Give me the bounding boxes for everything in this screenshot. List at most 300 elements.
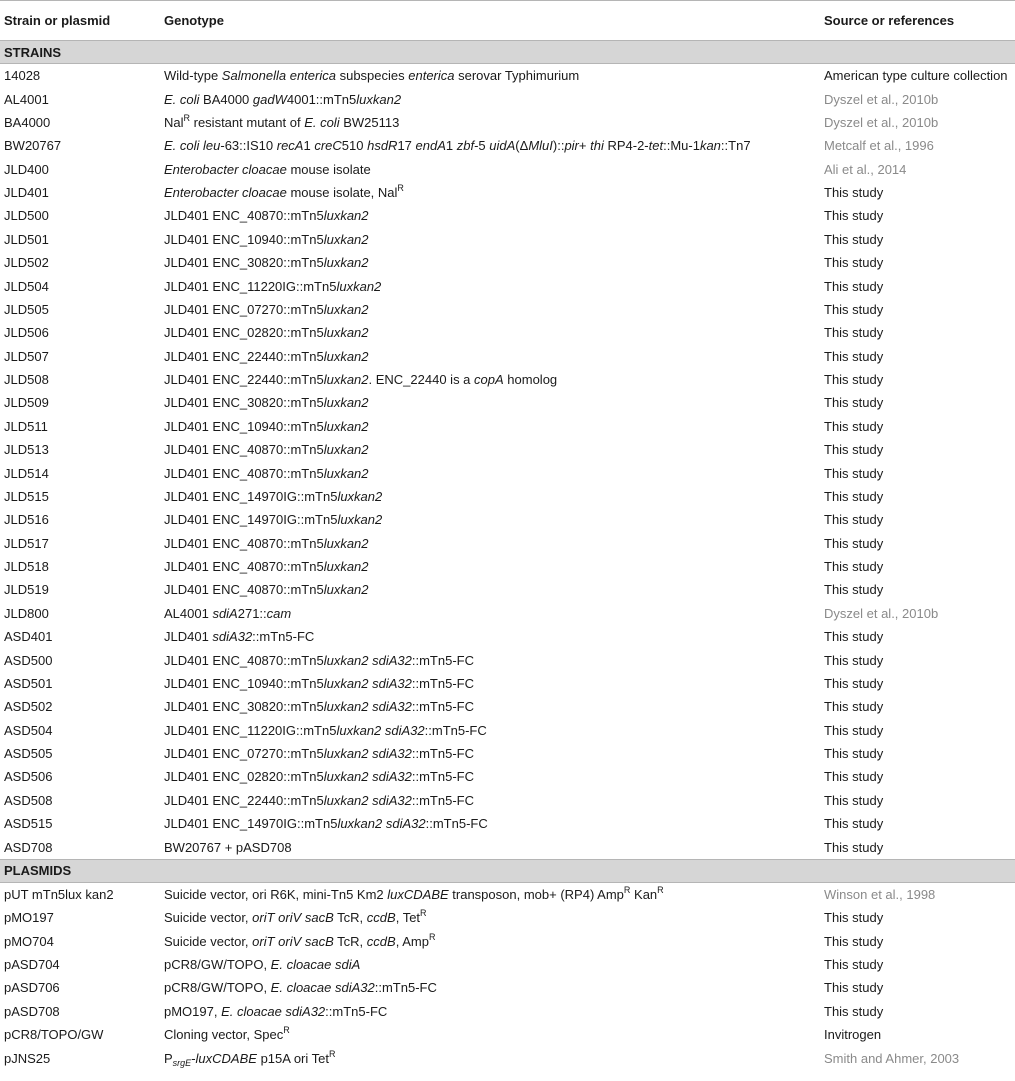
source-reference: This study [824,933,884,949]
source-reference: American type culture collection [824,68,1008,84]
table-row [0,812,1015,835]
genotype [160,461,820,484]
genotype-segment: JLD401 ENC_14970IG::mTn5 [164,816,338,832]
genotype [160,882,820,906]
header-source: Source or references [820,1,1015,41]
source-reference: This study [824,255,884,271]
genotype [160,368,820,391]
genotype-segment: ::mTn5-FC [411,652,474,668]
genotype-segment: JLD401 [164,629,213,645]
source-reference: This study [824,699,884,715]
source-reference: This study [824,231,884,247]
source-reference: This study [824,301,884,317]
genotype-segment: JLD401 ENC_40870::mTn5 [164,535,324,551]
table-row [0,1000,1015,1023]
source-reference: This study [824,465,884,481]
table-row [0,368,1015,391]
genotype-segment: JLD401 ENC_22440::mTn5 [164,372,324,388]
genotype-segment: ::mTn5-FC [411,675,474,691]
genotype-segment: ::mTn5-FC [252,629,315,645]
strain-name: pMO197 [4,910,54,926]
strain-name: ASD515 [4,816,53,832]
table-row [0,134,1015,157]
table-row [0,1023,1015,1046]
genotype-segment: JLD401 ENC_22440::mTn5 [164,348,324,364]
genotype-segment: R [428,931,436,942]
genotype-segment: enterica [408,68,455,84]
genotype-segment: ::mTn5-FC [411,699,474,715]
genotype-segment: JLD401 ENC_11220IG::mTn5 [164,278,337,294]
genotype-segment: . ENC_22440 is a [368,372,475,388]
genotype-segment: -63::IS10 [220,138,277,154]
genotype-segment: -5 [474,138,490,154]
genotype-segment: pCR8/GW/TOPO, [164,980,271,996]
table-row [0,930,1015,953]
genotype-segment: luxkan2 [323,535,369,551]
genotype-segment: JLD401 ENC_40870::mTn5 [164,652,324,668]
section-title: STRAINS [0,41,1015,64]
genotype-segment: Kan [630,886,658,902]
source-reference: This study [824,488,884,504]
genotype-segment: R [420,908,427,919]
table-row [0,228,1015,251]
strain-name: BW20767 [4,138,62,154]
genotype-segment: Suicide vector, [164,933,253,949]
source-reference: This study [824,675,884,691]
genotype-segment: E. cloacae sdiA [270,957,361,973]
genotype-segment: mouse isolate, Nal [286,185,398,201]
genotype-segment: ccdB [366,910,396,926]
section-title: PLASMIDS [0,859,1015,882]
genotype [160,765,820,788]
genotype-segment: tet [648,138,664,154]
table-row [0,438,1015,461]
table-row [0,391,1015,414]
genotype-segment: p15A ori Tet [256,1050,329,1066]
table-row [0,298,1015,321]
genotype-segment: luxkan2 [323,395,369,411]
table-row [0,695,1015,718]
genotype [160,64,820,88]
table-row [0,672,1015,695]
genotype-segment: Nal [164,114,184,130]
genotype-segment: R [283,1025,290,1036]
source-reference: This study [824,372,884,388]
table-row [0,1046,1015,1069]
header-row [0,1,1015,41]
genotype [160,719,820,742]
genotype [160,1000,820,1023]
genotype [160,695,820,718]
genotype-segment: homolog [503,372,558,388]
strain-name: pJNS25 [4,1050,51,1066]
genotype-segment: JLD401 ENC_11220IG::mTn5 [164,722,337,738]
genotype-segment: BA4000 [199,91,253,107]
strain-name: ASD505 [4,746,53,762]
header-genotype: Genotype [160,1,820,41]
genotype-segment: , Tet [395,910,421,926]
table-row [0,602,1015,625]
strain-name: JLD513 [4,442,49,458]
table-row [0,648,1015,671]
genotype-segment: JLD401 ENC_10940::mTn5 [164,231,324,247]
strain-name: ASD401 [4,629,53,645]
genotype-segment: oriT oriV sacB [252,910,334,926]
genotype-segment: JLD401 ENC_14970IG::mTn5 [164,512,338,528]
source-reference[interactable]: Dyszel et al., 2010b [824,605,939,621]
genotype-segment: pir [564,138,579,154]
genotype-segment: + [578,138,591,154]
genotype-segment: E. coli leu [164,138,221,154]
table-row [0,578,1015,601]
genotype-segment: E. coli [164,91,200,107]
genotype-segment: JLD401 ENC_07270::mTn5 [164,746,324,762]
source-reference: This study [824,278,884,294]
genotype-segment: zbf [456,138,475,154]
strain-name: JLD504 [4,278,49,294]
table-row [0,64,1015,88]
genotype [160,835,820,859]
table-row [0,882,1015,906]
strain-name: JLD501 [4,231,49,247]
table-row [0,251,1015,274]
genotype-segment: 271:: [237,605,267,621]
genotype-segment: RP4-2- [603,138,649,154]
genotype [160,321,820,344]
genotype [160,1046,820,1069]
strain-name: JLD514 [4,465,49,481]
genotype-segment: ::mTn5-FC [374,980,437,996]
strain-name: JLD500 [4,208,49,224]
genotype-segment: luxkan2 [323,255,369,271]
genotype-segment: luxkan2 sdiA32 [323,699,412,715]
strain-name: pMO704 [4,933,54,949]
genotype [160,274,820,297]
genotype-segment: JLD401 ENC_07270::mTn5 [164,301,324,317]
genotype-segment: BW20767 + pASD708 [164,839,292,855]
genotype-segment: ::mTn5-FC [411,769,474,785]
table-row [0,485,1015,508]
table-row [0,719,1015,742]
genotype [160,1023,820,1046]
table-row [0,976,1015,999]
genotype-segment: 4001::mTn5 [286,91,357,107]
strain-name: 14028 [4,68,41,84]
source-reference[interactable]: Dyszel et al., 2010b [824,91,939,107]
genotype [160,602,820,625]
strain-name: BA4000 [4,114,51,130]
section-header-row [0,41,1015,64]
genotype [160,812,820,835]
genotype [160,181,820,204]
strain-name: pUT mTn5lux kan2 [4,886,114,902]
table-row [0,789,1015,812]
genotype [160,508,820,531]
genotype-segment: JLD401 ENC_02820::mTn5 [164,325,324,341]
source-reference: This study [824,185,884,201]
table-row [0,765,1015,788]
genotype-segment: ::mTn5-FC [411,792,474,808]
table-row [0,415,1015,438]
strain-name: ASD708 [4,839,53,855]
genotype [160,87,820,110]
genotype-segment: E. cloacae sdiA32 [221,1003,326,1019]
table-row [0,953,1015,976]
genotype-segment: luxkan2 [323,559,369,575]
genotype [160,625,820,648]
genotype [160,555,820,578]
strain-name: pASD706 [4,980,60,996]
genotype-segment: JLD401 ENC_40870::mTn5 [164,582,324,598]
genotype-segment: 1 [445,138,457,154]
genotype-segment: pCR8/GW/TOPO, [164,957,271,973]
genotype-segment: Cloning vector, Spec [164,1027,284,1043]
genotype-segment: TcR, [333,933,367,949]
strain-name: ASD504 [4,722,53,738]
genotype-segment: luxkan2 [356,91,402,107]
genotype [160,906,820,929]
genotype-segment: luxkan2 [323,372,369,388]
strain-name: JLD508 [4,372,49,388]
genotype-segment: recA [276,138,304,154]
table-row [0,321,1015,344]
genotype-segment: luxkan2 [323,325,369,341]
genotype [160,251,820,274]
genotype-segment: kan [699,138,721,154]
genotype [160,111,820,134]
source-reference: This study [824,559,884,575]
genotype-segment: copA [474,372,504,388]
source-reference: This study [824,512,884,528]
genotype-segment: cam [266,605,292,621]
genotype [160,789,820,812]
source-reference: This study [824,957,884,973]
genotype [160,485,820,508]
genotype-segment: gadW [252,91,287,107]
strain-name: JLD401 [4,185,49,201]
genotype-segment: ):: [552,138,565,154]
genotype [160,532,820,555]
table-row [0,532,1015,555]
genotype-segment: serovar Typhimurium [454,68,580,84]
genotype-segment: Suicide vector, ori R6K, mini-Tn5 Km2 [164,886,388,902]
strain-name: ASD506 [4,769,53,785]
source-reference: This study [824,442,884,458]
genotype-segment: JLD401 ENC_10940::mTn5 [164,418,324,434]
genotype [160,158,820,181]
strain-name: ASD501 [4,675,53,691]
genotype [160,134,820,157]
genotype-segment: E. coli [304,114,340,130]
genotype-segment: pMO197, [164,1003,222,1019]
source-reference[interactable]: Smith and Ahmer, 2003 [824,1050,960,1066]
source-reference[interactable]: Dyszel et al., 2010b [824,114,939,130]
genotype-segment: luxkan2 sdiA32 [337,816,426,832]
strain-name: JLD517 [4,535,49,551]
genotype [160,953,820,976]
genotype [160,298,820,321]
strain-name: pASD704 [4,957,60,973]
genotype-segment: JLD401 ENC_14970IG::mTn5 [164,488,338,504]
source-reference: This study [824,395,884,411]
genotype-segment: luxkan2 sdiA32 [323,769,412,785]
strain-name: JLD511 [4,418,48,434]
strain-name: ASD500 [4,652,53,668]
table-row [0,111,1015,134]
genotype-segment: luxkan2 sdiA32 [336,722,425,738]
strain-name: JLD515 [4,488,49,504]
genotype-segment: endA [415,138,446,154]
source-reference: This study [824,722,884,738]
genotype-segment: luxkan2 [336,278,382,294]
table-row [0,625,1015,648]
genotype-segment: hsdR [367,138,398,154]
genotype-segment: 17 [397,138,416,154]
genotype-segment: sdiA [212,605,238,621]
genotype-segment: resistant mutant of [190,114,305,130]
table-row [0,345,1015,368]
genotype-segment: JLD401 ENC_40870::mTn5 [164,465,324,481]
strain-name: JLD506 [4,325,49,341]
strain-name: JLD502 [4,255,49,271]
table-row [0,87,1015,110]
genotype-segment: 510 [341,138,368,154]
strain-name: AL4001 [4,91,49,107]
section-header-row [0,859,1015,882]
genotype-segment: subspecies [335,68,409,84]
genotype-segment: luxkan2 [323,231,369,247]
genotype [160,204,820,227]
genotype-segment: luxkan2 [337,512,383,528]
genotype-segment: luxkan2 sdiA32 [323,652,412,668]
source-reference: This study [824,629,884,645]
genotype-segment: - [191,1050,196,1066]
genotype [160,742,820,765]
genotype-segment: ::mTn5-FC [325,1003,388,1019]
source-reference: This study [824,980,884,996]
table-body [0,41,1015,1070]
strain-name: JLD519 [4,582,49,598]
genotype-segment: luxkan2 [323,301,369,317]
genotype-segment: JLD401 ENC_30820::mTn5 [164,395,324,411]
table-row [0,508,1015,531]
genotype [160,438,820,461]
genotype-segment: Enterobacter cloacae [164,161,287,177]
genotype-segment: sdiA32 [212,629,253,645]
table-row [0,555,1015,578]
source-reference: This study [824,208,884,224]
genotype-segment: R [329,1048,336,1059]
source-reference: This study [824,582,884,598]
genotype-segment: JLD401 ENC_30820::mTn5 [164,699,324,715]
genotype-segment: transposon, mob+ (RP4) Amp [448,886,624,902]
genotype-segment: oriT oriV sacB [252,933,334,949]
genotype [160,228,820,251]
genotype-segment: , Amp [395,933,429,949]
source-reference[interactable]: Ali et al., 2014 [824,161,907,177]
genotype-segment: Suicide vector, [164,910,253,926]
genotype-segment: ::mTn5-FC [411,746,474,762]
strain-name: JLD516 [4,512,49,528]
source-reference: This study [824,325,884,341]
genotype-segment: JLD401 ENC_10940::mTn5 [164,675,324,691]
strain-name: JLD518 [4,559,49,575]
genotype-segment: (Δ [515,138,529,154]
genotype-segment: P [164,1050,173,1066]
genotype-segment: ::mTn5-FC [425,816,488,832]
genotype-segment: thi [590,138,604,154]
genotype-segment: Wild-type [164,68,222,84]
source-reference[interactable]: Metcalf et al., 1996 [824,138,934,154]
table-row [0,742,1015,765]
genotype-segment: JLD401 ENC_40870::mTn5 [164,208,324,224]
genotype-segment: luxkan2 [323,418,369,434]
genotype-segment: luxkan2 sdiA32 [323,792,412,808]
table-row [0,906,1015,929]
genotype-segment: luxkan2 [323,465,369,481]
header-strain: Strain or plasmid [0,1,160,41]
genotype-segment: R [397,183,404,194]
genotype-segment: JLD401 ENC_30820::mTn5 [164,255,324,271]
genotype-segment: luxkan2 [337,488,383,504]
genotype-segment: JLD401 ENC_40870::mTn5 [164,559,324,575]
genotype-segment: mouse isolate [286,161,371,177]
source-reference: This study [824,348,884,364]
genotype-segment: Enterobacter cloacae [164,185,287,201]
strain-name: ASD508 [4,792,53,808]
genotype-segment: Salmonella enterica [221,68,336,84]
strain-name: JLD507 [4,348,49,364]
strain-name: ASD502 [4,699,53,715]
genotype-segment: luxkan2 sdiA32 [323,746,412,762]
genotype [160,415,820,438]
genotype [160,976,820,999]
genotype-segment: luxCDABE [195,1050,257,1066]
strain-name: pASD708 [4,1003,60,1019]
genotype-segment: luxCDABE [387,886,449,902]
source-reference: This study [824,816,884,832]
genotype-segment: TcR, [333,910,367,926]
genotype [160,345,820,368]
source-reference: This study [824,652,884,668]
table-row [0,274,1015,297]
genotype-segment: AL4001 [164,605,213,621]
source-reference: This study [824,910,884,926]
genotype-segment: ::Mu-1 [663,138,700,154]
genotype-segment: MluI [528,138,553,154]
genotype-segment: JLD401 ENC_02820::mTn5 [164,769,324,785]
genotype-segment: luxkan2 [323,442,369,458]
genotype-segment: luxkan2 [323,582,369,598]
genotype-segment: 1 [303,138,315,154]
genotype-segment: R [623,884,631,895]
source-reference: This study [824,769,884,785]
source-reference: This study [824,1003,884,1019]
source-reference: This study [824,418,884,434]
source-reference[interactable]: Winson et al., 1998 [824,886,936,902]
strain-name: JLD400 [4,161,49,177]
genotype-segment: BW25113 [339,114,400,130]
genotype-segment: luxkan2 sdiA32 [323,675,412,691]
source-reference: This study [824,535,884,551]
table-row [0,158,1015,181]
genotype [160,578,820,601]
genotype [160,391,820,414]
strain-name: pCR8/TOPO/GW [4,1027,104,1043]
table-row [0,181,1015,204]
genotype-segment: R [183,112,191,123]
source-reference: Invitrogen [824,1027,882,1043]
